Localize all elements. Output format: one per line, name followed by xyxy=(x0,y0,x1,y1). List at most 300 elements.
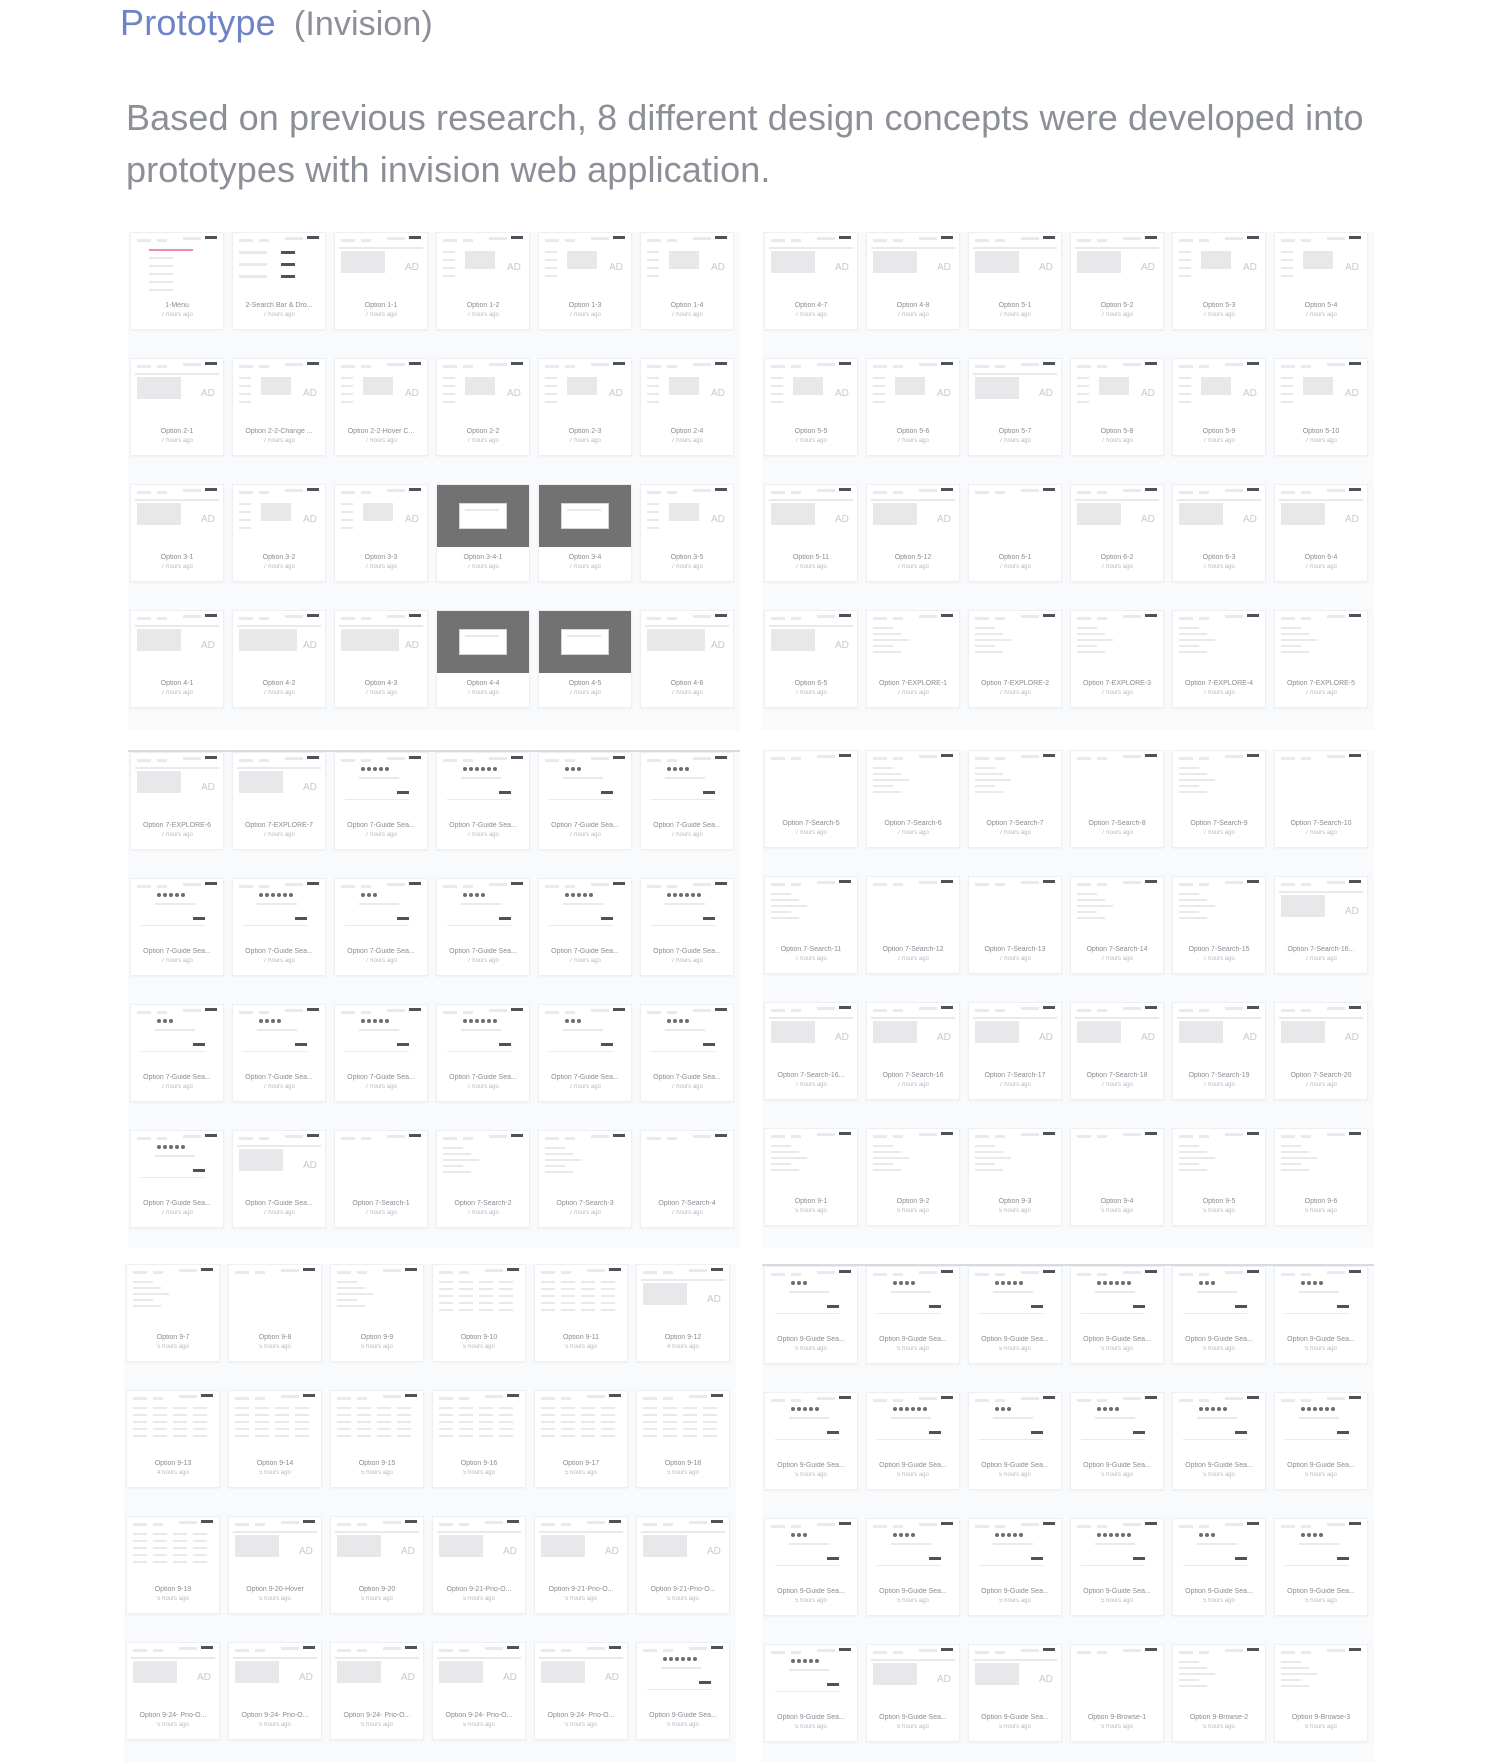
step-dot xyxy=(685,1019,689,1023)
step-dot xyxy=(565,893,569,897)
prototype-card[interactable] xyxy=(534,1264,628,1362)
list-line-bar xyxy=(1179,1679,1199,1681)
prototype-card[interactable] xyxy=(866,1518,960,1616)
prototype-card-label: Option 4-1 xyxy=(160,680,194,687)
table-cell-bar xyxy=(193,1533,207,1535)
prototype-card-time: 7 hours ago xyxy=(365,1210,397,1216)
prototype-card-time: 5 hours ago xyxy=(565,1596,597,1602)
prototype-card[interactable] xyxy=(538,878,632,976)
thumb-header-bar xyxy=(1021,1649,1039,1652)
prototype-card[interactable] xyxy=(1172,750,1266,848)
prototype-card[interactable] xyxy=(534,1642,628,1740)
prototype-card[interactable] xyxy=(968,876,1062,974)
thumb-header-bar xyxy=(873,1009,887,1012)
prototype-card[interactable] xyxy=(764,876,858,974)
prototype-card[interactable] xyxy=(1070,484,1164,582)
prototype-card[interactable] xyxy=(764,610,858,708)
prototype-card[interactable] xyxy=(764,1266,858,1364)
prototype-card[interactable] xyxy=(764,484,858,582)
table-cell-bar xyxy=(541,1288,555,1290)
prototype-card[interactable] xyxy=(1070,750,1164,848)
search-row-bar xyxy=(239,263,267,266)
prototype-card[interactable] xyxy=(334,1130,428,1228)
step-dot xyxy=(1013,1533,1017,1537)
prototype-card[interactable] xyxy=(636,1264,730,1362)
prototype-card[interactable] xyxy=(764,1518,858,1616)
step-dot xyxy=(1199,1407,1203,1411)
prototype-thumbnail xyxy=(233,611,325,673)
thumb-header-bar xyxy=(255,1397,265,1400)
prototype-card-time: 5 hours ago xyxy=(897,1472,929,1478)
list-line-bar xyxy=(647,393,659,395)
divider-bar xyxy=(237,767,321,769)
prototype-card[interactable] xyxy=(228,1264,322,1362)
next-button-bar xyxy=(699,1681,711,1684)
thumb-header-bar xyxy=(511,756,523,759)
prototype-card[interactable] xyxy=(228,1516,322,1614)
prototype-thumbnail xyxy=(1275,611,1367,673)
step-dot xyxy=(791,1407,795,1411)
ad-label: AD xyxy=(299,1546,313,1557)
table-cell-bar xyxy=(193,1540,207,1542)
table-cell-bar xyxy=(703,1428,717,1430)
prototype-card-time: 7 hours ago xyxy=(365,312,397,318)
step-dot xyxy=(797,1533,801,1537)
prototype-card[interactable] xyxy=(1172,1518,1266,1616)
prototype-card-time: 7 hours ago xyxy=(1203,1082,1235,1088)
prototype-card[interactable] xyxy=(1172,1644,1266,1742)
prototype-card[interactable] xyxy=(538,1004,632,1102)
prototype-card-time: 7 hours ago xyxy=(161,690,193,696)
thumb-header-bar xyxy=(1225,363,1243,366)
prototype-card[interactable] xyxy=(436,1004,530,1102)
thumb-header-bar xyxy=(1199,757,1209,760)
prototype-card[interactable] xyxy=(968,610,1062,708)
prototype-thumbnail xyxy=(637,1265,729,1327)
prototype-card[interactable] xyxy=(866,484,960,582)
prototype-card[interactable] xyxy=(866,1266,960,1364)
thumb-header-bar xyxy=(307,488,319,491)
prototype-card-label: Option 7-Guide Sea... xyxy=(551,948,619,955)
thumb-header-bar xyxy=(839,1396,851,1399)
prototype-card[interactable] xyxy=(436,232,530,330)
prototype-card[interactable] xyxy=(538,232,632,330)
prototype-card[interactable] xyxy=(1274,232,1368,330)
thumb-header-bar xyxy=(1077,1135,1091,1138)
prototype-card[interactable] xyxy=(534,1516,628,1614)
table-cell-bar xyxy=(337,1435,351,1437)
prototype-card[interactable] xyxy=(640,1130,734,1228)
thumb-header-bar xyxy=(565,759,575,762)
prototype-card[interactable] xyxy=(436,1130,530,1228)
thumb-header-bar xyxy=(839,362,851,365)
prototype-card-time: 5 hours ago xyxy=(259,1596,291,1602)
prototype-card[interactable] xyxy=(1070,1644,1164,1742)
prototype-card[interactable] xyxy=(232,878,326,976)
prototype-card[interactable] xyxy=(968,1128,1062,1226)
question-text-bar xyxy=(661,1667,701,1669)
thumb-header-bar xyxy=(693,363,711,366)
prototype-card[interactable] xyxy=(968,1266,1062,1364)
question-text-bar xyxy=(993,1417,1033,1419)
prototype-card[interactable] xyxy=(764,1392,858,1490)
prototype-card[interactable] xyxy=(232,1130,326,1228)
thumb-header-bar xyxy=(1281,1525,1295,1528)
thumb-header-bar xyxy=(1097,365,1107,368)
prototype-card[interactable] xyxy=(968,358,1062,456)
prototype-card-label: Option 9-Browse-2 xyxy=(1189,1714,1249,1721)
prototype-card-time: 4 hours ago xyxy=(157,1470,189,1476)
prototype-card[interactable] xyxy=(330,1390,424,1488)
prototype-card[interactable] xyxy=(130,878,224,976)
thumb-header-bar xyxy=(613,1008,625,1011)
prototype-card[interactable] xyxy=(1070,1002,1164,1100)
prototype-card[interactable] xyxy=(764,1644,858,1742)
prototype-card[interactable] xyxy=(130,610,224,708)
prototype-card[interactable] xyxy=(640,752,734,850)
table-cell-bar xyxy=(153,1540,167,1542)
prototype-card[interactable] xyxy=(1172,1392,1266,1490)
step-dots xyxy=(995,1281,1023,1285)
prototype-card[interactable] xyxy=(1172,1002,1266,1100)
table-cell-bar xyxy=(601,1421,615,1423)
prototype-card[interactable] xyxy=(640,1004,734,1102)
prototype-card[interactable] xyxy=(1172,1266,1266,1364)
prototype-card[interactable] xyxy=(1274,876,1368,974)
prototype-card[interactable] xyxy=(866,750,960,848)
table-cell-bar xyxy=(193,1435,207,1437)
prototype-card[interactable] xyxy=(436,484,530,582)
prototype-card[interactable] xyxy=(432,1264,526,1362)
prototype-card[interactable] xyxy=(1274,1128,1368,1226)
thumb-header-bar xyxy=(239,885,253,888)
prototype-card-label: Option 7-Guide Sea... xyxy=(347,948,415,955)
prototype-card[interactable] xyxy=(764,358,858,456)
prototype-card[interactable] xyxy=(232,1004,326,1102)
prototype-card[interactable] xyxy=(436,752,530,850)
list-line-bar xyxy=(1077,905,1113,907)
prototype-grid xyxy=(130,232,742,730)
prototype-card[interactable] xyxy=(232,610,326,708)
thumb-header-bar xyxy=(183,237,201,240)
prototype-card[interactable] xyxy=(130,1130,224,1228)
list-line-bar xyxy=(443,1147,463,1149)
list-line-bar xyxy=(647,401,659,403)
prototype-card[interactable] xyxy=(640,484,734,582)
prototype-card[interactable] xyxy=(334,1004,428,1102)
prototype-card-time: 5 hours ago xyxy=(565,1722,597,1728)
prototype-card[interactable] xyxy=(636,1642,730,1740)
thumb-header-bar xyxy=(1349,754,1361,757)
step-dot xyxy=(673,1019,677,1023)
prototype-card[interactable] xyxy=(968,1002,1062,1100)
prototype-card[interactable] xyxy=(232,752,326,850)
thumb-header-bar xyxy=(383,1395,401,1398)
prototype-card[interactable] xyxy=(640,358,734,456)
table-cell-bar xyxy=(581,1295,595,1297)
prototype-thumbnail xyxy=(233,233,325,295)
prototype-card[interactable] xyxy=(866,1644,960,1742)
thumb-header-bar xyxy=(409,1134,421,1137)
prototype-thumbnail xyxy=(867,233,959,295)
prototype-thumbnail xyxy=(433,1265,525,1327)
table-cell-bar xyxy=(703,1414,717,1416)
thumb-header-bar xyxy=(1301,617,1311,620)
prototype-card[interactable] xyxy=(1070,1128,1164,1226)
prototype-card[interactable] xyxy=(1070,610,1164,708)
prototype-thumbnail xyxy=(433,1391,525,1453)
prototype-card[interactable] xyxy=(1070,876,1164,974)
prototype-card-time: 5 hours ago xyxy=(361,1722,393,1728)
prototype-card[interactable] xyxy=(436,878,530,976)
step-dots xyxy=(791,1659,819,1663)
prototype-card[interactable] xyxy=(534,1390,628,1488)
prototype-grid xyxy=(126,1264,738,1762)
thumb-header-bar xyxy=(239,617,253,620)
prototype-card[interactable] xyxy=(1274,1266,1368,1364)
prototype-card[interactable] xyxy=(1172,484,1266,582)
prototype-card[interactable] xyxy=(232,232,326,330)
step-dots xyxy=(791,1533,807,1537)
thumb-header-bar xyxy=(545,1011,559,1014)
prototype-card[interactable] xyxy=(334,610,428,708)
prototype-card-time: 7 hours ago xyxy=(1305,312,1337,318)
prototype-card[interactable] xyxy=(126,1642,220,1740)
prototype-card[interactable] xyxy=(866,358,960,456)
prototype-card[interactable] xyxy=(1070,1518,1164,1616)
prototype-card[interactable] xyxy=(538,358,632,456)
prototype-card[interactable] xyxy=(866,1002,960,1100)
prototype-card-time: 7 hours ago xyxy=(161,1084,193,1090)
step-dot xyxy=(685,893,689,897)
prototype-thumbnail xyxy=(765,1645,857,1707)
prototype-thumbnail xyxy=(335,233,427,295)
table-cell-bar xyxy=(173,1533,187,1535)
prototype-card[interactable] xyxy=(130,232,224,330)
prototype-card[interactable] xyxy=(228,1390,322,1488)
prototype-card[interactable] xyxy=(1070,232,1164,330)
list-line-bar xyxy=(647,275,659,277)
prototype-card[interactable] xyxy=(330,1264,424,1362)
prototype-thumbnail xyxy=(539,233,631,295)
prototype-card-label: Option 7-Guide Sea... xyxy=(143,1074,211,1081)
prototype-card[interactable] xyxy=(436,358,530,456)
prototype-card[interactable] xyxy=(330,1642,424,1740)
prototype-card[interactable] xyxy=(130,484,224,582)
step-dot xyxy=(463,767,467,771)
thumb-header-bar xyxy=(647,617,661,620)
thumb-header-bar xyxy=(893,1399,903,1402)
thumb-header-bar xyxy=(609,1394,621,1397)
thumb-header-bar xyxy=(1179,1651,1193,1654)
prototype-card[interactable] xyxy=(866,232,960,330)
step-dot xyxy=(1313,1407,1317,1411)
step-dots xyxy=(361,1019,389,1023)
prototype-card[interactable] xyxy=(968,232,1062,330)
answer-line-bar xyxy=(775,1313,839,1314)
prototype-card[interactable] xyxy=(866,876,960,974)
prototype-card[interactable] xyxy=(1274,1002,1368,1100)
prototype-card[interactable] xyxy=(764,1128,858,1226)
prototype-card[interactable] xyxy=(1274,484,1368,582)
answer-line-bar xyxy=(243,1051,307,1052)
list-line-bar xyxy=(873,1151,901,1153)
thumb-header-bar xyxy=(205,236,217,239)
prototype-card[interactable] xyxy=(1172,876,1266,974)
prototype-card[interactable] xyxy=(1274,1644,1368,1742)
prototype-card[interactable] xyxy=(1172,358,1266,456)
prototype-card[interactable] xyxy=(126,1516,220,1614)
prototype-card[interactable] xyxy=(432,1516,526,1614)
prototype-card[interactable] xyxy=(636,1390,730,1488)
prototype-card[interactable] xyxy=(640,878,734,976)
prototype-card-time: 7 hours ago xyxy=(263,1210,295,1216)
prototype-card[interactable] xyxy=(764,1002,858,1100)
prototype-card-label: Option 7-Search-16... xyxy=(777,1072,845,1079)
thumb-header-bar xyxy=(1123,1007,1141,1010)
prototype-thumbnail xyxy=(969,359,1061,421)
prototype-thumbnail xyxy=(765,1393,857,1455)
thumb-header-bar xyxy=(137,239,151,242)
ad-label: AD xyxy=(1243,262,1257,273)
prototype-card-label: Option 7-Guide Sea... xyxy=(245,948,313,955)
prototype-card-label: Option 9-24- Prio-O... xyxy=(445,1712,513,1719)
prototype-card[interactable] xyxy=(130,752,224,850)
prototype-card[interactable] xyxy=(1070,358,1164,456)
thumb-header-bar xyxy=(1123,1271,1141,1274)
prototype-card[interactable] xyxy=(968,1392,1062,1490)
prototype-card-time: 7 hours ago xyxy=(467,690,499,696)
question-text-bar xyxy=(891,1543,931,1545)
prototype-card[interactable] xyxy=(1274,610,1368,708)
list-line-bar xyxy=(873,773,901,775)
prototype-card-label: Option 7-Search-19 xyxy=(1188,1072,1250,1079)
list-line-bar xyxy=(1281,645,1301,647)
prototype-card[interactable] xyxy=(1274,1392,1368,1490)
prototype-card[interactable] xyxy=(126,1390,220,1488)
list-line-bar xyxy=(873,627,893,629)
prototype-card[interactable] xyxy=(1274,750,1368,848)
step-dots xyxy=(995,1407,1011,1411)
prototype-card[interactable] xyxy=(1274,358,1368,456)
thumb-header-bar xyxy=(1281,1651,1295,1654)
prototype-card[interactable] xyxy=(968,484,1062,582)
answer-line-bar xyxy=(447,925,511,926)
thumb-header-bar xyxy=(409,882,421,885)
step-dot xyxy=(1211,1407,1215,1411)
step-dot xyxy=(1325,1407,1329,1411)
search-row-toggle xyxy=(281,251,295,254)
step-dot xyxy=(1127,1533,1131,1537)
prototype-card[interactable] xyxy=(538,484,632,582)
step-dot xyxy=(803,1407,807,1411)
step-dot xyxy=(1331,1407,1335,1411)
prototype-card[interactable] xyxy=(538,1130,632,1228)
prototype-card[interactable] xyxy=(334,232,428,330)
prototype-card[interactable] xyxy=(130,1004,224,1102)
prototype-card[interactable] xyxy=(330,1516,424,1614)
prototype-card-label: Option 7-Search-5 xyxy=(782,820,840,827)
thumb-header-bar xyxy=(975,1009,989,1012)
prototype-card[interactable] xyxy=(334,878,428,976)
prototype-card[interactable] xyxy=(764,750,858,848)
prototype-card[interactable] xyxy=(334,484,428,582)
prototype-card[interactable] xyxy=(1172,1128,1266,1226)
thumb-header-bar xyxy=(975,757,989,760)
prototype-card[interactable] xyxy=(968,750,1062,848)
prototype-card[interactable] xyxy=(1274,1518,1368,1616)
prototype-card[interactable] xyxy=(232,358,326,456)
prototype-card-label: Option 9-24- Prio-O... xyxy=(343,1712,411,1719)
prototype-card[interactable] xyxy=(764,232,858,330)
prototype-card-time: 5 hours ago xyxy=(897,1346,929,1352)
table-cell-bar xyxy=(337,1407,351,1409)
prototype-card[interactable] xyxy=(228,1642,322,1740)
prototype-card-label: Option 9-3 xyxy=(998,1198,1032,1205)
thumb-header-bar xyxy=(643,1397,657,1400)
prototype-card[interactable] xyxy=(866,610,960,708)
ad-placeholder-block xyxy=(439,1661,483,1683)
prototype-card[interactable] xyxy=(432,1642,526,1740)
prototype-thumbnail xyxy=(1275,485,1367,547)
prototype-thumbnail xyxy=(867,359,959,421)
thumb-header-bar xyxy=(893,883,903,886)
menu-item-bar xyxy=(149,273,173,275)
thumb-header-bar xyxy=(443,1137,457,1140)
step-dot xyxy=(157,1145,161,1149)
list-line-bar xyxy=(545,1171,573,1173)
prototype-card[interactable] xyxy=(866,1392,960,1490)
prototype-card[interactable] xyxy=(126,1264,220,1362)
prototype-card[interactable] xyxy=(1172,232,1266,330)
prototype-panel-4 xyxy=(762,750,1374,1248)
prototype-card-label: Option 7-Search-14 xyxy=(1086,946,1148,953)
ad-placeholder-block xyxy=(873,1021,917,1043)
prototype-card[interactable] xyxy=(334,752,428,850)
thumb-header-bar xyxy=(941,614,953,617)
thumb-header-bar xyxy=(1179,1525,1193,1528)
prototype-card[interactable] xyxy=(538,610,632,708)
prototype-card[interactable] xyxy=(968,1644,1062,1742)
prototype-card[interactable] xyxy=(130,358,224,456)
prototype-thumbnail xyxy=(867,1519,959,1581)
prototype-card[interactable] xyxy=(334,358,428,456)
table-cell-bar xyxy=(337,1414,351,1416)
prototype-card[interactable] xyxy=(640,610,734,708)
ad-label: AD xyxy=(1039,1032,1053,1043)
thumb-header-bar xyxy=(1179,883,1193,886)
prototype-card[interactable] xyxy=(1070,1266,1164,1364)
next-button-bar xyxy=(827,1557,839,1560)
prototype-card[interactable] xyxy=(232,484,326,582)
question-text-bar xyxy=(563,903,603,905)
answer-line-bar xyxy=(1285,1565,1349,1566)
prototype-card[interactable] xyxy=(436,610,530,708)
prototype-card[interactable] xyxy=(538,752,632,850)
thumb-header-bar xyxy=(387,757,405,760)
prototype-card[interactable] xyxy=(1172,610,1266,708)
prototype-card[interactable] xyxy=(968,1518,1062,1616)
prototype-card[interactable] xyxy=(1070,1392,1164,1490)
prototype-card[interactable] xyxy=(640,232,734,330)
ad-placeholder-block xyxy=(771,503,815,525)
thumb-header-bar xyxy=(817,1523,835,1526)
prototype-card[interactable] xyxy=(636,1516,730,1614)
list-line-bar xyxy=(1077,385,1089,387)
prototype-card[interactable] xyxy=(432,1390,526,1488)
prototype-card[interactable] xyxy=(866,1128,960,1226)
step-dots xyxy=(259,1019,281,1023)
